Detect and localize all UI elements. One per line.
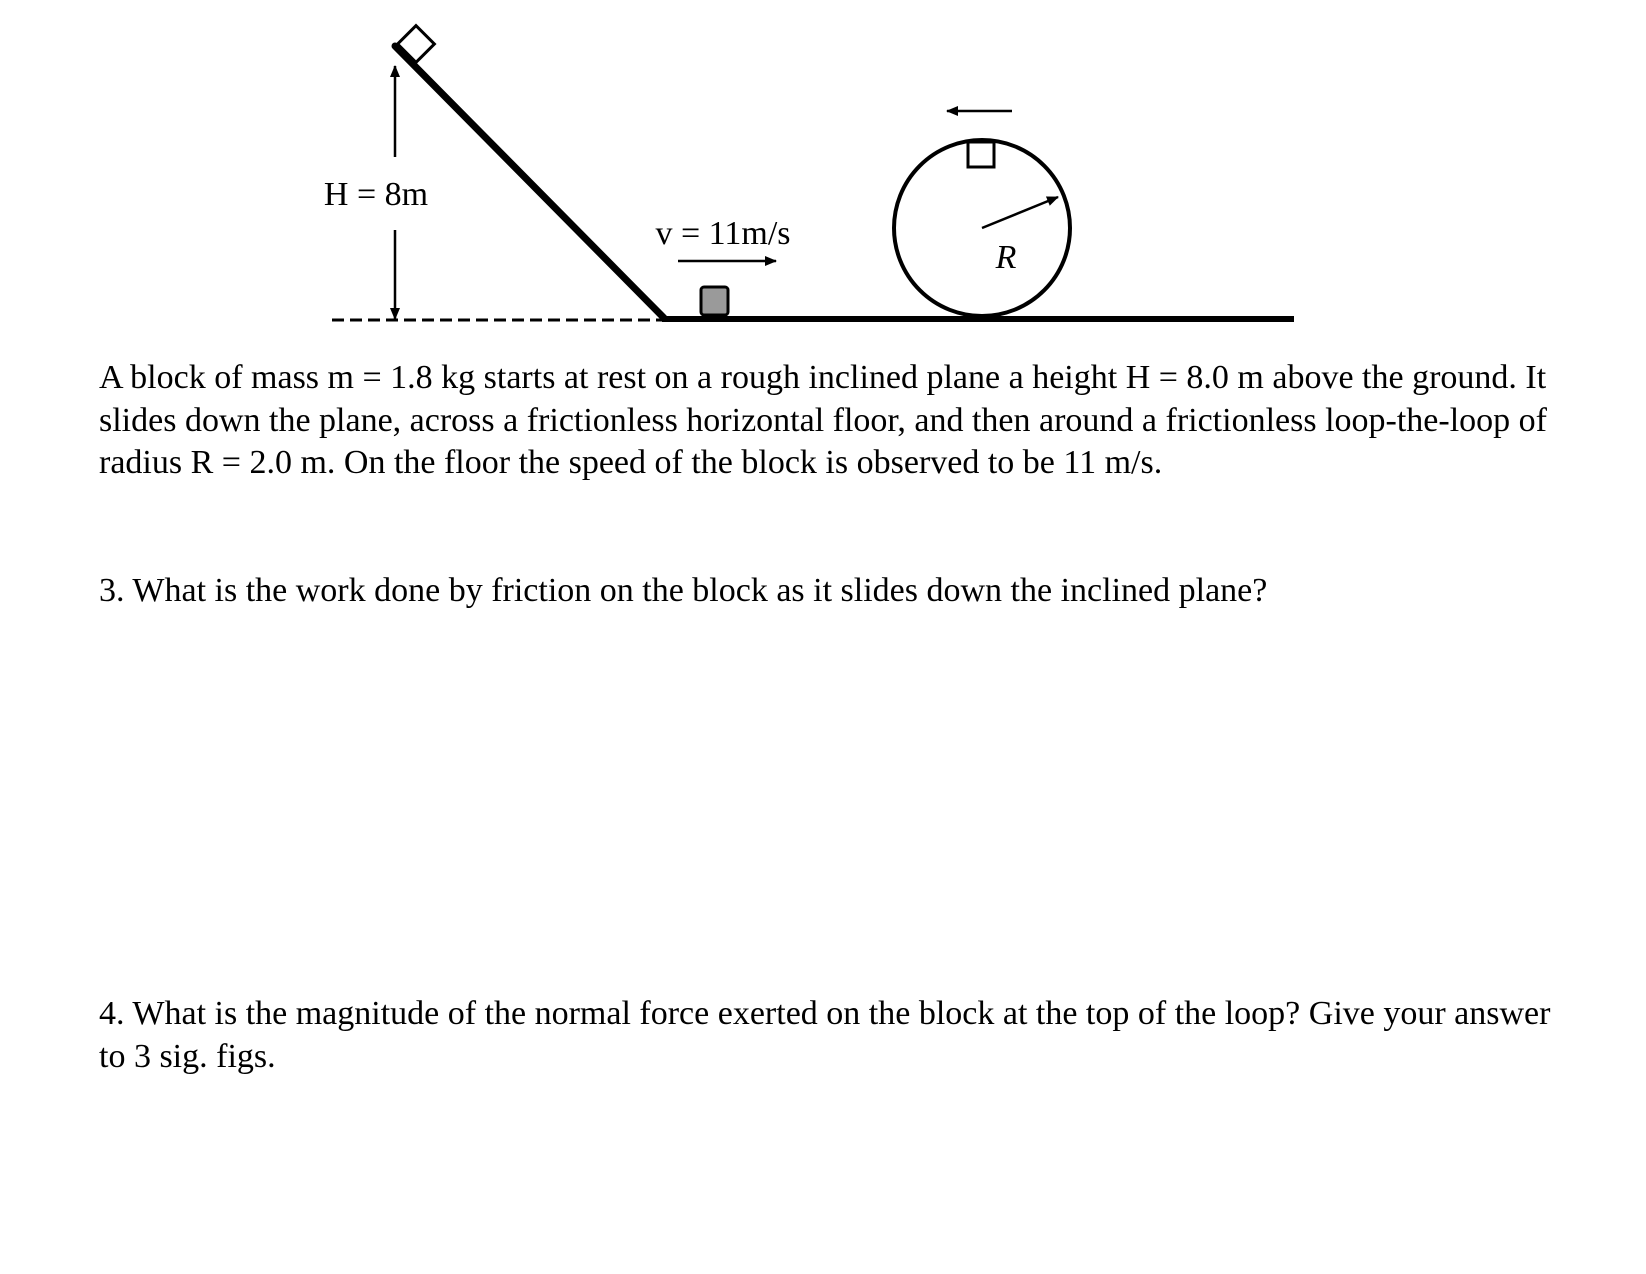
question-4: 4. What is the magnitude of the normal force exerted on the block at the top of the loop? Give your answer to 3 sig. figs. [99,995,1551,1075]
radius-arrow [982,197,1058,228]
block-on-floor [701,287,728,315]
radius-label: R [995,239,1017,276]
block-at-loop-top [968,142,994,167]
problem-statement: A block of mass m = 1.8 kg starts at rest on a rough inclined plane a height H = 8.0 m above the ground. It slides down the plane, across a frictionless horizontal floor, and then around a frictionless loop-the-loop of radius R = 2.0 m. On the floor the speed of the block is observed to be 11 m/s. [99,359,1547,481]
velocity-label: v = 11m/s [655,215,791,252]
inclined-plane [395,46,664,318]
physics-diagram [0,0,1646,340]
height-label: H = 8m [323,176,429,213]
question-3: 3. What is the work done by friction on the block as it slides down the inclined plane? [99,572,1268,609]
